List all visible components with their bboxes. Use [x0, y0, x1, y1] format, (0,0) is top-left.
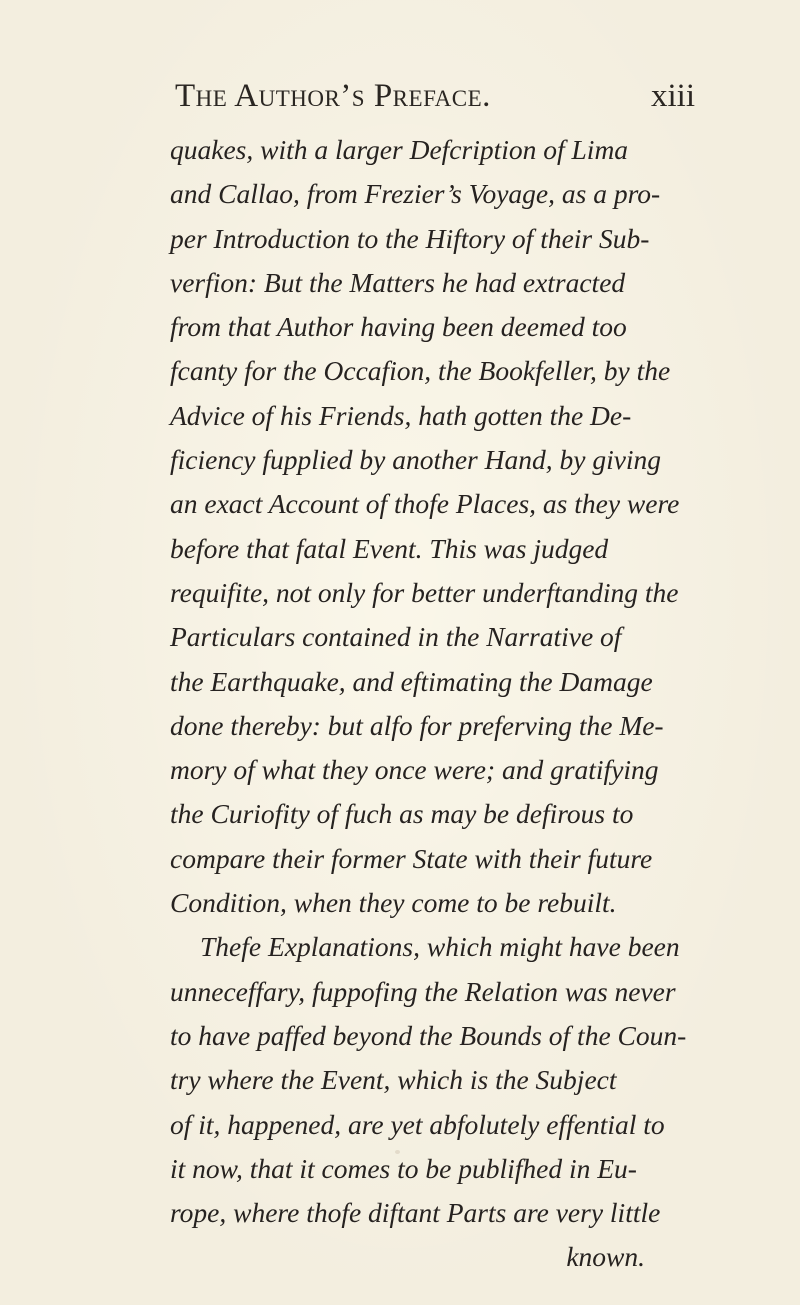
text-line: done thereby: but alfo for preferving the Me-: [170, 709, 664, 741]
text-line: Thefe Explanations, which might have been: [200, 931, 680, 963]
text-line: an exact Account of thofe Places, as they were: [170, 488, 680, 520]
text-line: Particulars contained in the Narrative of: [170, 621, 622, 653]
text-line: ficiency fupplied by another Hand, by giving: [170, 444, 662, 476]
text-line: of it, happened, are yet abfolutely effential to: [170, 1108, 665, 1140]
page-number: xiii: [650, 78, 695, 114]
text-line: to have paffed beyond the Bounds of the Coun-: [170, 1019, 687, 1051]
text-line: Advice of his Friends, hath gotten the De-: [170, 399, 632, 431]
running-head-title: The Author’s Preface.: [175, 78, 491, 114]
text-line: per Introduction to the Hiftory of their Sub-: [170, 222, 650, 254]
text-line: requifite, not only for better underftanding the: [170, 576, 679, 608]
text-line: unneceffary, fuppofing the Relation was never: [170, 975, 676, 1007]
text-line: it now, that it comes to be publifhed in Eu-: [170, 1152, 637, 1184]
text-line: known.: [566, 1241, 645, 1273]
text-line: Condition, when they come to be rebuilt.: [170, 887, 617, 919]
body-text: [170, 128, 700, 1280]
text-line: try where the Event, which is the Subject: [170, 1064, 617, 1096]
text-line: fcanty for the Occafion, the Bookfeller, by the: [170, 355, 671, 387]
text-line: before that fatal Event. This was judged: [170, 532, 609, 564]
paper-spot: [395, 1150, 400, 1154]
paper-spot: [312, 945, 316, 949]
text-line: quakes, with a larger Defcription of Lima: [170, 134, 629, 165]
text-line: the Earthquake, and eftimating the Damage: [170, 665, 653, 697]
text-line: compare their former State with their future: [170, 842, 653, 874]
text-line: the Curiofity of fuch as may be defirous to: [170, 798, 634, 830]
text-line: verfion: But the Matters he had extracted: [170, 266, 626, 298]
running-head: [175, 78, 695, 122]
text-line: rope, where thofe diftant Parts are very little: [170, 1197, 661, 1229]
text-line: from that Author having been deemed too: [170, 311, 627, 343]
text-line: mory of what they once were; and gratifying: [170, 754, 659, 786]
text-line: and Callao, from Frezier’s Voyage, as a pro-: [170, 178, 661, 210]
